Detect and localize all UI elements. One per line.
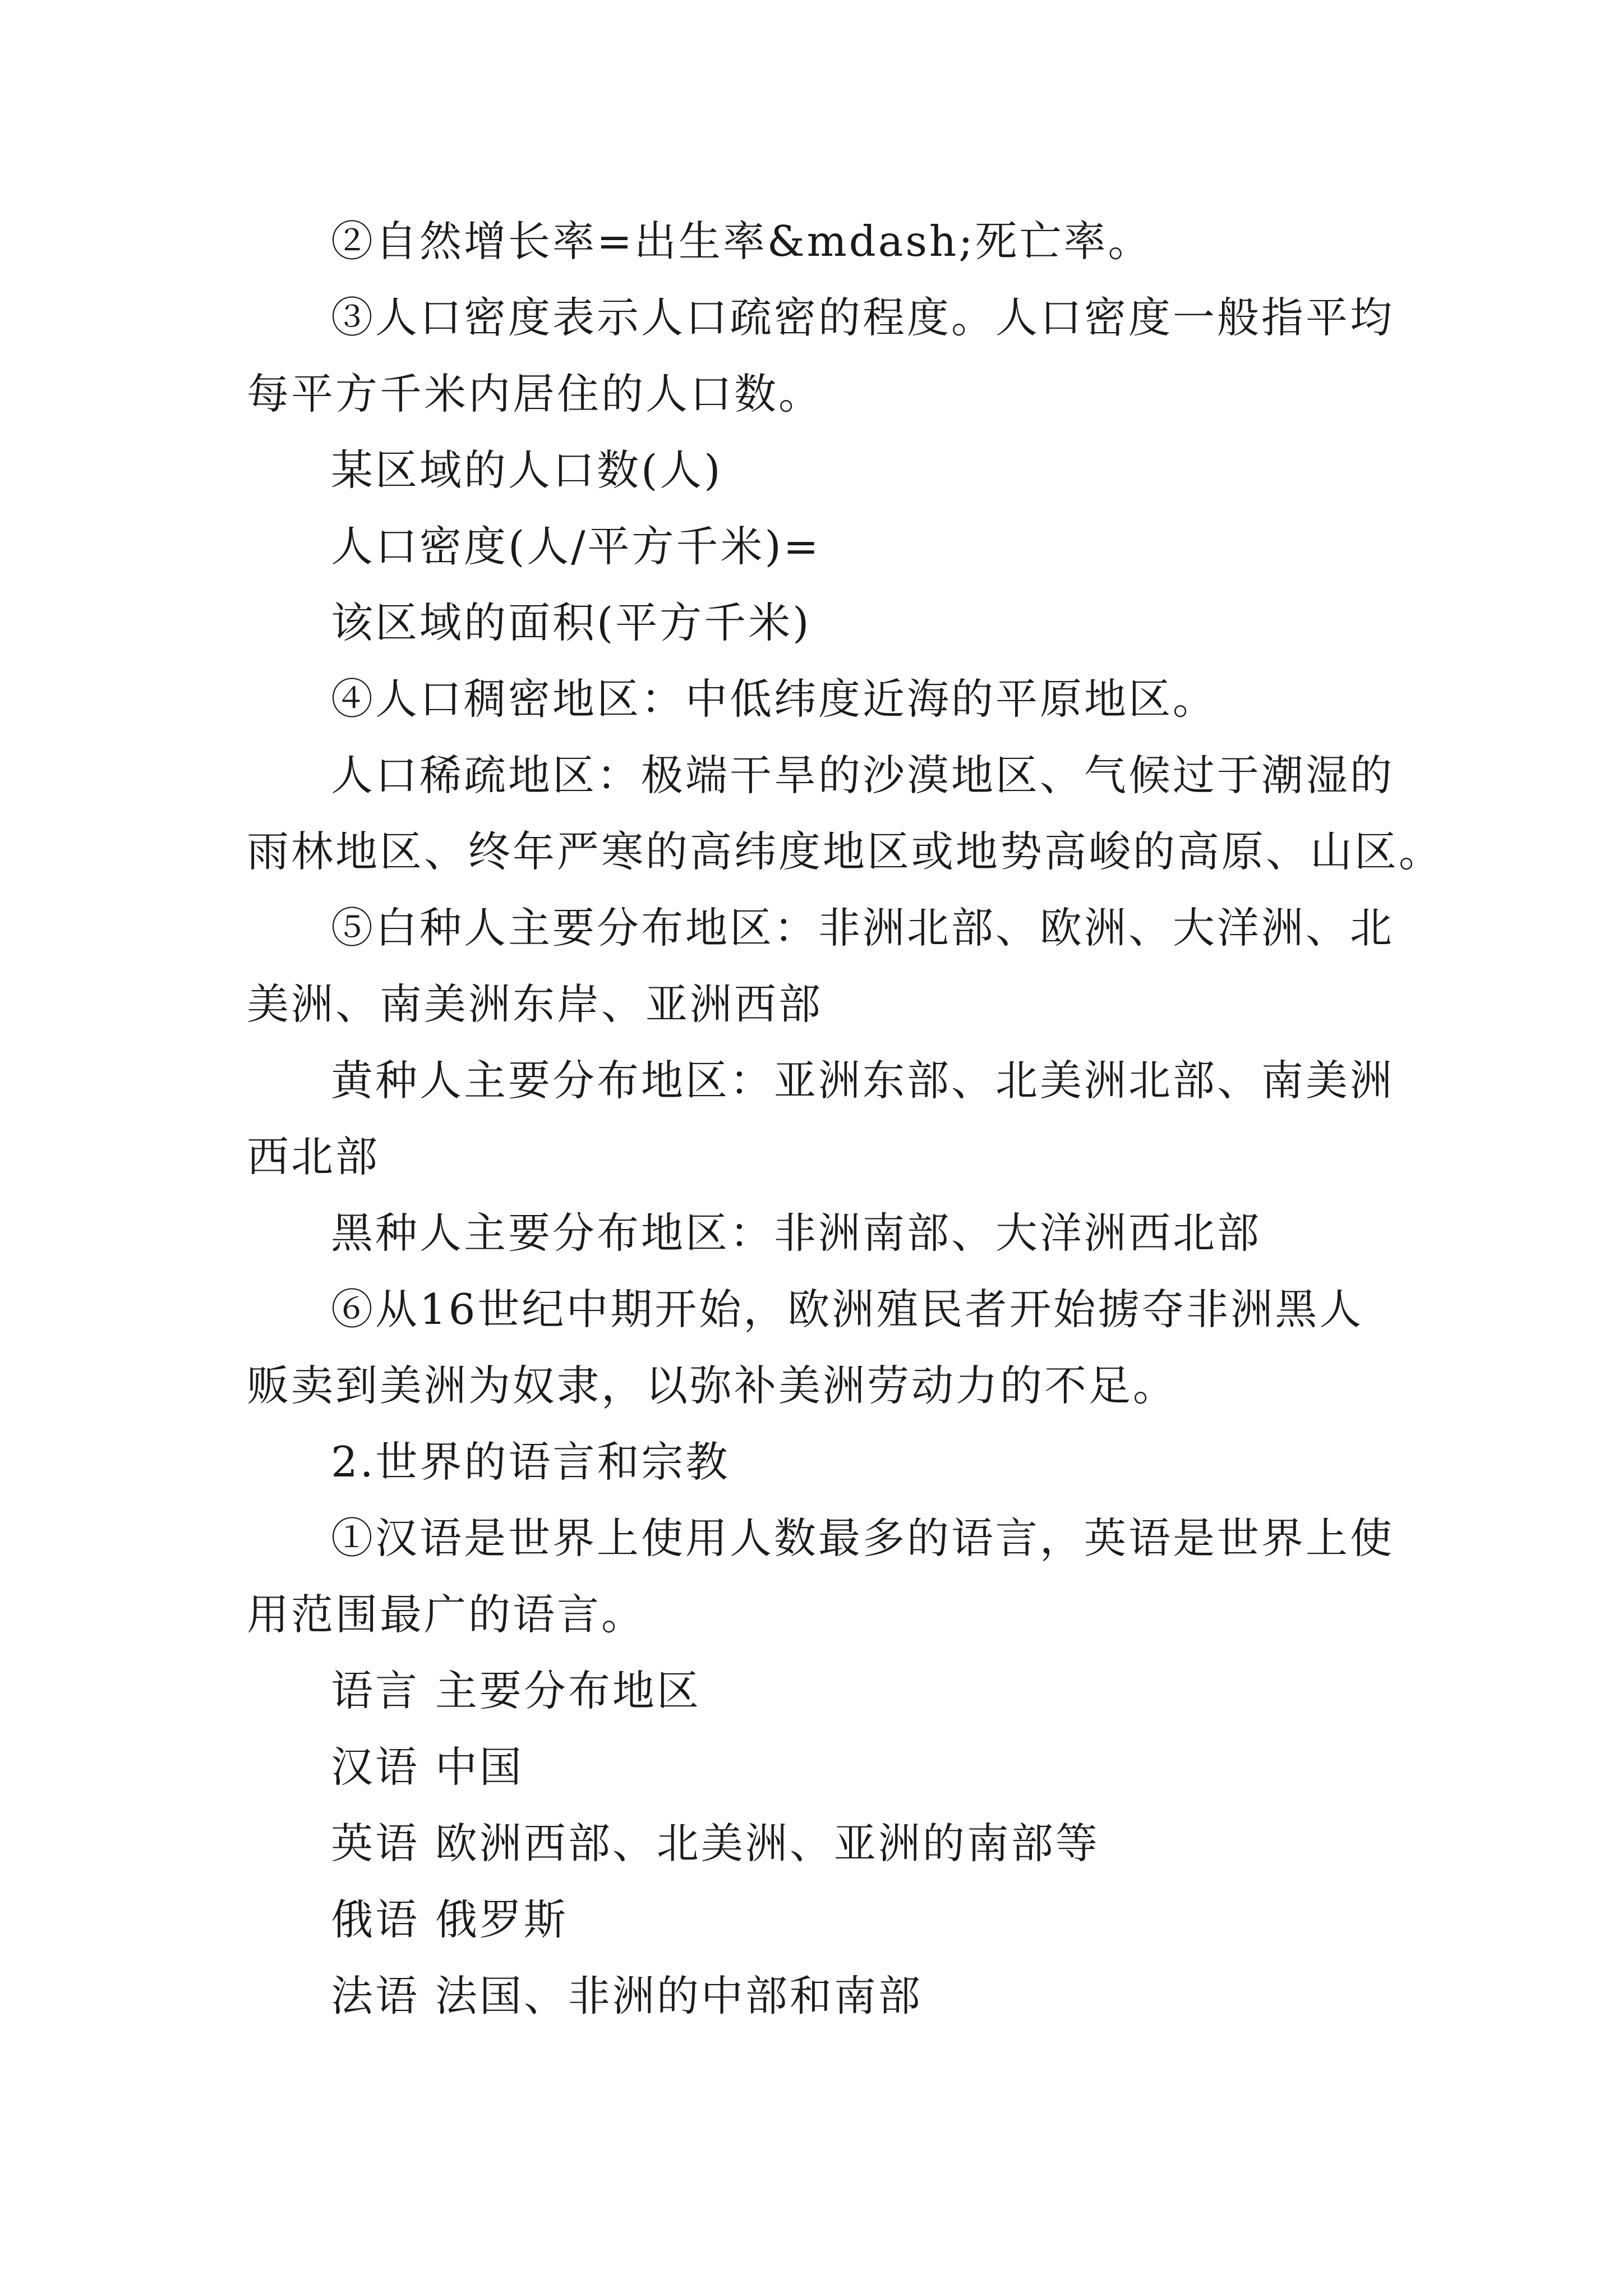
text-line-chinese-english: ①汉语是世界上使用人数最多的语言，英语是世界上使: [331, 1513, 1395, 1563]
text-line-slave-trade: ⑥从16世纪中期开始，欧洲殖民者开始掳夺非洲黑人: [331, 1285, 1364, 1334]
text-line-population-density: ③人口密度表示人口疏密的程度。人口密度一般指平均: [331, 293, 1395, 342]
text-line-slave-trade-cont: 贩卖到美洲为奴隶，以弥补美洲劳动力的不足。: [247, 1361, 1178, 1410]
text-line-natural-growth-rate: ②自然增长率=出生率&mdash;死亡率。: [331, 217, 1152, 266]
text-line-yellow-race-cont: 西北部: [247, 1132, 380, 1181]
text-line-white-race-cont: 美洲、南美洲东岸、亚洲西部: [247, 979, 823, 1029]
language-table-header: 语言 主要分布地区: [331, 1666, 701, 1715]
language-row-french: 法语 法国、非洲的中部和南部: [331, 1971, 923, 2021]
text-line-chinese-english-cont: 用范围最广的语言。: [247, 1590, 646, 1639]
section-heading-language-religion: 2.世界的语言和宗教: [331, 1437, 730, 1487]
text-line-formula-numerator: 某区域的人口数(人): [331, 445, 723, 495]
text-line-dense-areas: ④人口稠密地区：中低纬度近海的平原地区。: [331, 674, 1218, 724]
language-row-chinese: 汉语 中国: [331, 1742, 524, 1792]
language-row-english: 英语 欧洲西部、北美洲、亚洲的南部等: [331, 1819, 1100, 1868]
text-line-black-race: 黑种人主要分布地区：非洲南部、大洋洲西北部: [331, 1208, 1262, 1258]
text-line-white-race: ⑤白种人主要分布地区：非洲北部、欧洲、大洋洲、北: [331, 903, 1395, 953]
text-line-sparse-areas: 人口稀疏地区：极端干旱的沙漠地区、气候过于潮湿的: [331, 751, 1395, 800]
text-line-sparse-areas-cont: 雨林地区、终年严寒的高纬度地区或地势高峻的高原、山区。: [247, 827, 1444, 876]
text-line-population-density-cont: 每平方千米内居住的人口数。: [247, 369, 823, 418]
text-line-formula-lhs: 人口密度(人/平方千米)=: [331, 522, 821, 571]
text-line-yellow-race: 黄种人主要分布地区：亚洲东部、北美洲北部、南美洲: [331, 1056, 1395, 1105]
language-row-russian: 俄语 俄罗斯: [331, 1895, 568, 1944]
text-line-formula-denominator: 该区域的面积(平方千米): [331, 598, 811, 647]
